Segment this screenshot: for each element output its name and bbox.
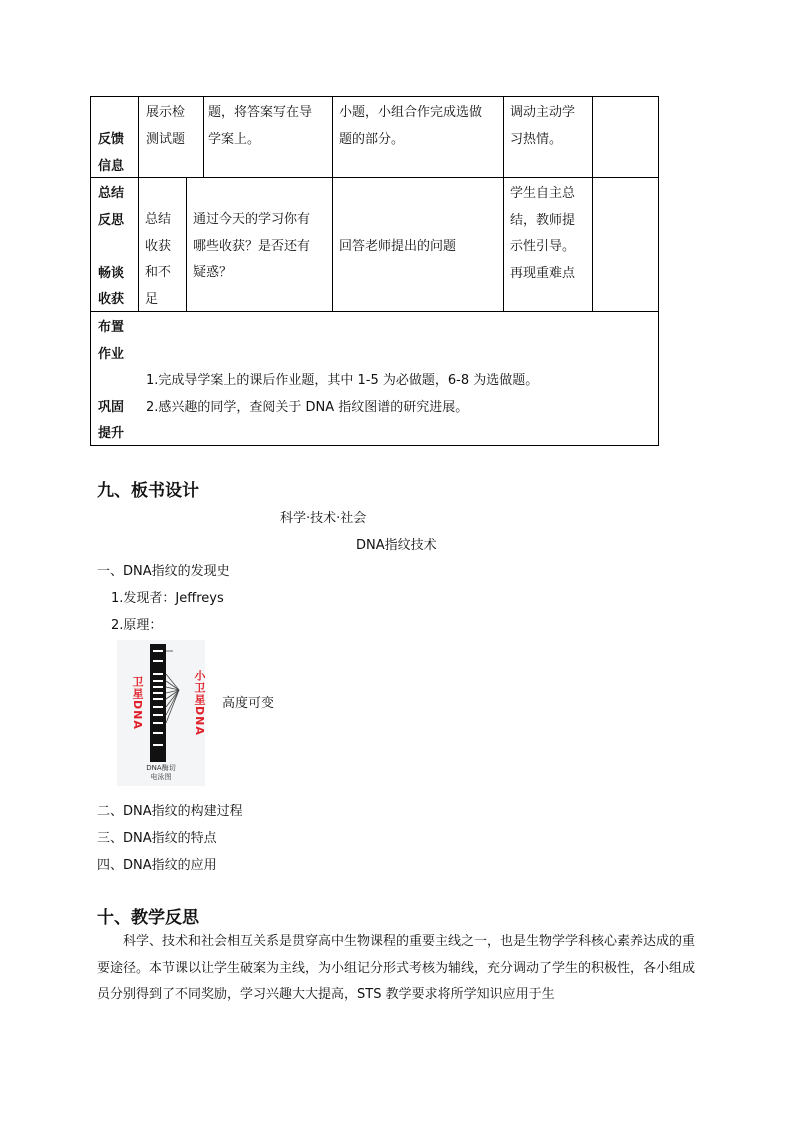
board-item: 二、DNA指纹的构建过程 <box>97 804 243 819</box>
board-item: 三、DNA指纹的特点 <box>97 831 217 846</box>
teacher-cell: 通过今天的学习你有 哪些收获？是否还有 疑惑？ <box>193 212 311 280</box>
board-subitem: 2.原理： <box>111 618 163 633</box>
minisatellite-dna-label: 小卫星DNA <box>193 670 206 736</box>
board-subitem: 1.发现者：Jeffreys <box>111 591 224 606</box>
satellite-dna-label: 卫星DNA <box>131 676 144 730</box>
highly-variable-label: 高度可变 <box>222 696 275 711</box>
reflection-heading: 十、教学反思 <box>97 908 199 928</box>
reflection-paragraph: 科学、技术和社会相互关系是贯穿高中生物课程的重要主线之一，也是生物学学科核心素养达成的重要途径。本节课以让学生破案为主线，为小组记分形式考核为辅线，充分调动了学生的积极性，各小组成员分别得到了不同奖励，学习兴趣大大提高，STS 教学要求将所学知识应用于生 <box>97 934 696 1002</box>
stage-summary: 总结 反思 畅谈 收获 <box>98 186 125 307</box>
stage-homework: 布置 作业 巩固 提升 <box>98 320 125 441</box>
teacher-cell: 题，将答案写在导 学案上。 <box>208 105 313 147</box>
activity-cell: 总结 收获 和不 足 <box>145 212 172 307</box>
homework-line-1: 1.完成导学案上的课后作业题，其中 1-5 为必做题，6-8 为选做题。 <box>146 373 539 388</box>
dna-gel-figure <box>117 640 205 786</box>
intent-cell: 调动主动学 习热情。 <box>510 105 576 147</box>
gel-caption: DNA酶切 电泳图 <box>146 764 176 781</box>
board-item: 一、DNA指纹的发现史 <box>97 564 230 579</box>
student-cell: 小题，小组合作完成选做 题的部分。 <box>339 105 483 147</box>
homework-line-2: 2.感兴趣的同学，查阅关于 DNA 指纹图谱的研究进展。 <box>146 400 469 415</box>
stage-feedback: 反馈 信息 <box>98 132 125 174</box>
board-subtitle: 科学·技术·社会 <box>280 511 367 526</box>
board-topic: DNA指纹技术 <box>356 538 437 553</box>
activity-cell: 展示检 测试题 <box>146 105 186 147</box>
board-item: 四、DNA指纹的应用 <box>97 858 217 873</box>
board-heading: 九、板书设计 <box>97 481 199 501</box>
intent-cell: 学生自主总 结，教师提 示性引导。 再现重难点 <box>510 186 576 281</box>
student-cell: 回答老师提出的问题 <box>339 239 457 254</box>
